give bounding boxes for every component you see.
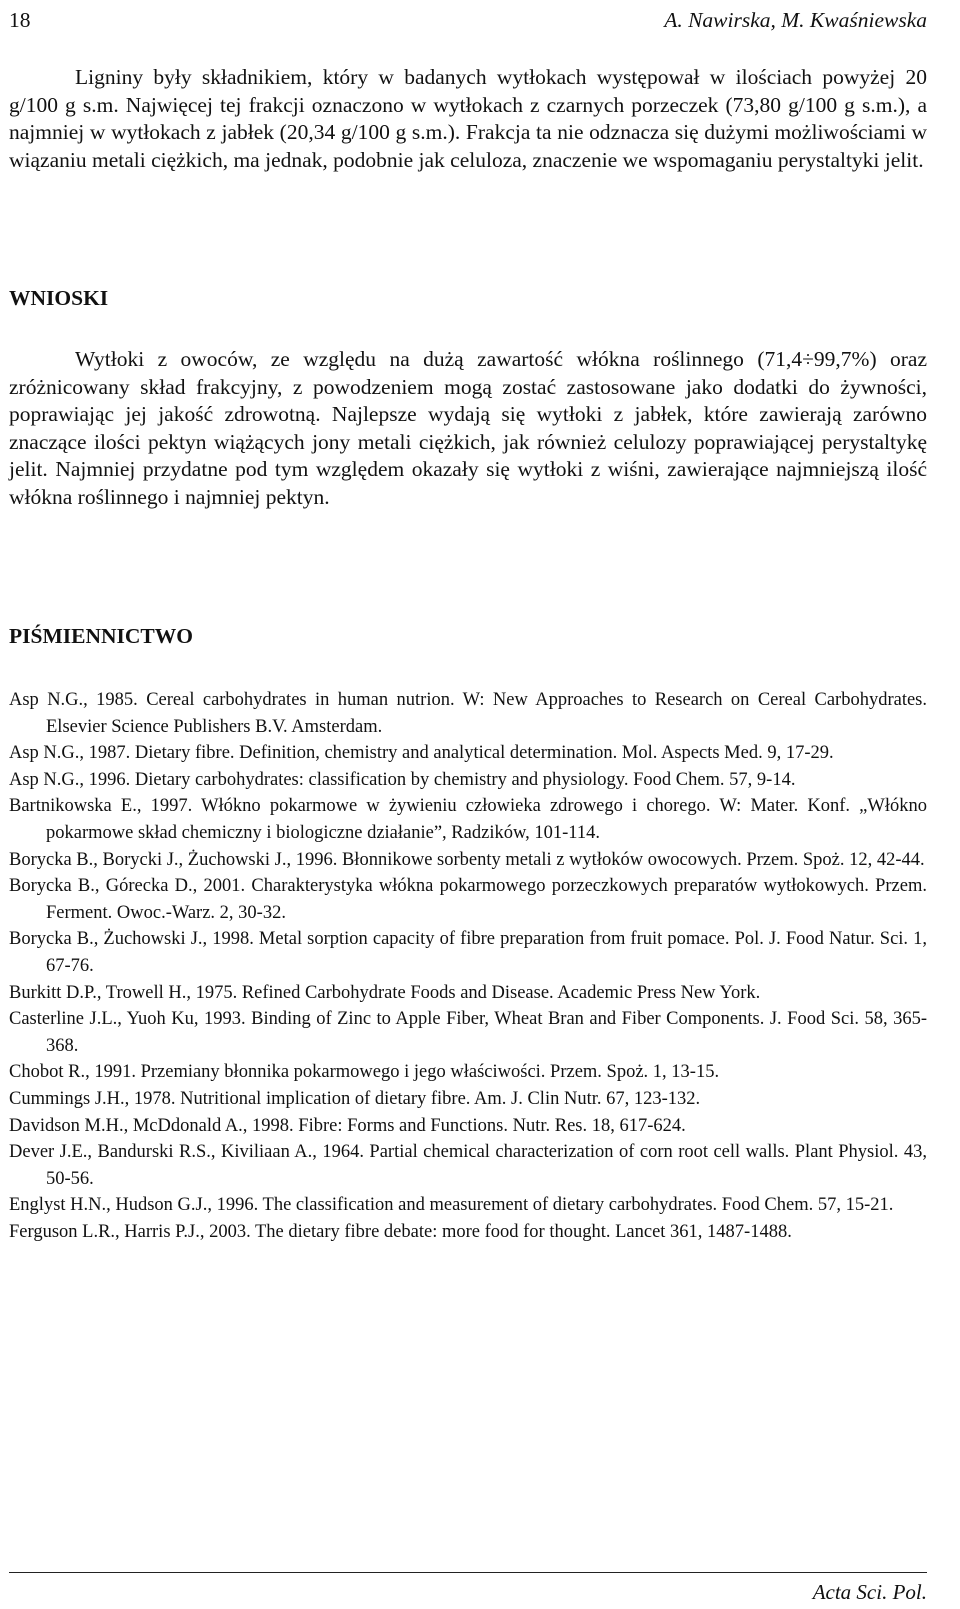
reference-item: Borycka B., Żuchowski J., 1998. Metal sorption capacity of fibre preparation from fruit pomace. Pol. J. Food Natur. Sci. 1, 67-76.	[9, 929, 927, 976]
reference-item: Cummings J.H., 1978. Nutritional implication of dietary fibre. Am. J. Clin Nutr. 67, 123-132.	[9, 1088, 701, 1109]
document-page	[9, 0, 927, 1609]
reference-item: Asp N.G., 1987. Dietary fibre. Definition, chemistry and analytical determination. Mol. Aspects Med. 9, 17-29.	[9, 743, 834, 764]
references-heading: PIŚMIENNICTWO	[9, 624, 193, 648]
running-head-authors: A. Nawirska, M. Kwaśniewska	[664, 8, 927, 32]
body-paragraph-lignins: Ligniny były składnikiem, który w badanych wytłokach występował w ilościach powyżej 20 g/100 g s.m. Najwięcej tej frakcji oznaczono w wytłokach z czarnych porzeczek (73,80 g/100 g s.m.), a najmniej w wytłokach z jabłek (20,34 g/100 g s.m.). Frakcja ta nie odznacza się dużymi możliwościami w wiązaniu metali ciężkich, ma jednak, podobnie jak celuloza, znaczenie we wspomaganiu perystaltyki jelit.	[9, 65, 927, 172]
page-number: 18	[9, 8, 31, 32]
reference-item: Chobot R., 1991. Przemiany błonnika pokarmowego i jego właściwości. Przem. Spoż. 1, 13-15.	[9, 1062, 720, 1083]
footer-divider	[9, 1572, 927, 1573]
reference-list	[9, 687, 927, 1245]
reference-item: Englyst H.N., Hudson G.J., 1996. The classification and measurement of dietary carbohydrates. Food Chem. 57, 15-21.	[9, 1195, 894, 1216]
reference-item: Borycka B., Górecka D., 2001. Charakterystyka włókna pokarmowego porzeczkowych preparatów wytłokowych. Przem. Ferment. Owoc.-Warz. 2, 30-32.	[9, 876, 927, 923]
footer-journal-name: Acta Sci. Pol.	[812, 1580, 927, 1604]
reference-item: Burkitt D.P., Trowell H., 1975. Refined Carbohydrate Foods and Disease. Academic Press New York.	[9, 982, 761, 1003]
reference-item: Davidson M.H., McDdonald A., 1998. Fibre: Forms and Functions. Nutr. Res. 18, 617-624.	[9, 1115, 686, 1136]
reference-item: Asp N.G., 1996. Dietary carbohydrates: classification by chemistry and physiology. Food Chem. 57, 9-14.	[9, 769, 796, 790]
conclusions-heading: WNIOSKI	[9, 286, 109, 310]
conclusions-paragraph: Wytłoki z owoców, ze względu na dużą zawartość włókna roślinnego (71,4÷99,7%) oraz zróżnicowany skład frakcyjny, z powodzeniem mogą zostać zastosowane jako dodatki do żywności, poprawiając jej jakość zdrowotną. Najlepsze wydają się wytłoki z jabłek, które zawierają zarówno znaczące ilości pektyn wiążących jony metali ciężkich, jak również celulozy poprawiającej perystaltykę jelit. Najmniej przydatne pod tym względem okazały się wytłoki z wiśni, zawierające najmniejszą ilość włókna roślinnego i najmniej pektyn.	[9, 347, 927, 509]
reference-item: Casterline J.L., Yuoh Ku, 1993. Binding of Zinc to Apple Fiber, Wheat Bran and Fiber Components. J. Food Sci. 58, 365-368.	[9, 1009, 927, 1056]
reference-item: Bartnikowska E., 1997. Włókno pokarmowe w żywieniu człowieka zdrowego i chorego. W: Mater. Konf. „Włókno pokarmowe skład chemiczny i biologiczne działanie”, Radzików, 101-114.	[9, 796, 927, 843]
reference-item: Dever J.E., Bandurski R.S., Kiviliaan A., 1964. Partial chemical characterization of corn root cell walls. Plant Physiol. 43, 50-56.	[9, 1142, 927, 1189]
reference-item: Asp N.G., 1985. Cereal carbohydrates in human nutrion. W: New Approaches to Research on Cereal Carbohydrates. Elsevier Science Publishers B.V. Amsterdam.	[9, 690, 927, 737]
reference-item: Borycka B., Borycki J., Żuchowski J., 1996. Błonnikowe sorbenty metali z wytłoków owocowych. Przem. Spoż. 12, 42-44.	[9, 849, 925, 870]
running-head	[9, 0, 927, 40]
reference-item: Ferguson L.R., Harris P.J., 2003. The dietary fibre debate: more food for thought. Lancet 361, 1487-1488.	[9, 1221, 792, 1242]
